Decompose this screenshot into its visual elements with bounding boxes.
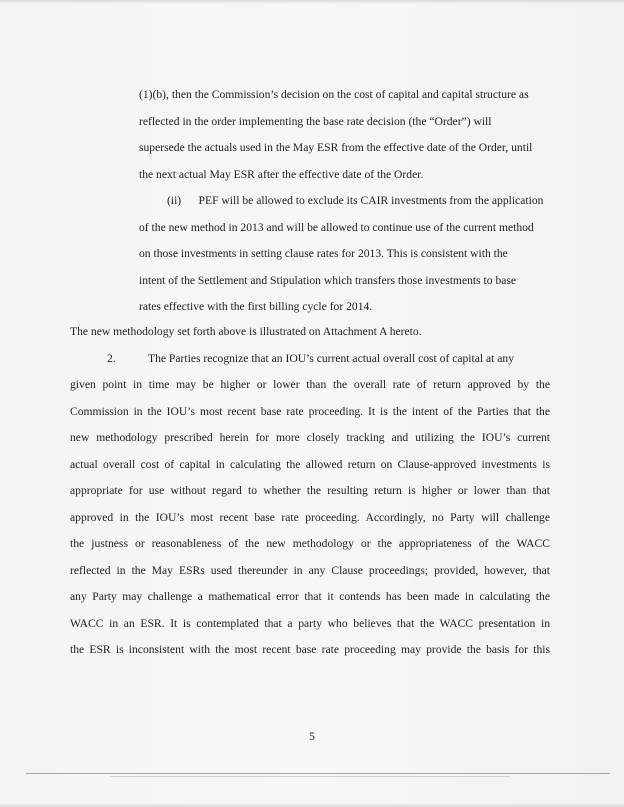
text-line: any Party may challenge a mathematical error that it contends has been made in calculating the — [70, 590, 550, 603]
text-line: reflected in the May ESRs used thereunder in any Clause proceedings; provided, however, that — [70, 563, 550, 577]
subsection-ii-first-line: (ii) PEF will be allowed to exclude its CAIR investments from the application — [167, 194, 544, 207]
text-line: actual overall cost of capital in calculating the allowed return on Clause-approved investments is — [70, 457, 550, 471]
text-line: of the new method in 2013 and will be allowed to continue use of the current method — [139, 220, 534, 234]
scan-edge-bottom — [0, 803, 624, 807]
text-line: the next actual May ESR after the effective date of the Order. — [139, 167, 424, 181]
text-line: (1)(b), then the Commission’s decision on the cost of capital and capital structure as — [139, 88, 529, 101]
text-line: Commission in the IOU’s most recent base rate proceeding. It is the intent of the Parties that the — [70, 404, 550, 418]
text-line: given point in time may be higher or lower than the overall rate of return approved by the — [70, 378, 550, 391]
paragraph-2-first-line — [70, 346, 550, 373]
scan-edge-top — [0, 0, 624, 4]
attachment-line: The new methodology set forth above is illustrated on Attachment A hereto. — [70, 325, 422, 338]
text-line: the ESR is inconsistent with the most recent base rate proceeding may provide the basis for this — [70, 643, 550, 656]
body-text — [70, 319, 550, 664]
text-line: rates effective with the first billing cycle for 2014. — [139, 300, 373, 313]
indented-subsection — [139, 82, 549, 321]
footer-rule — [26, 773, 610, 774]
text-line: on those investments in setting clause rates for 2013. This is consistent with the — [139, 247, 508, 260]
text-line: new methodology prescribed herein for more closely tracking and utilizing the IOU’s current — [70, 431, 550, 444]
text-line: The Parties recognize that an IOU’s current actual overall cost of capital at any — [148, 351, 515, 365]
text-line: WACC in an ESR. It is contemplated that a party who believes that the WACC presentation in — [70, 616, 550, 630]
page-number: 5 — [309, 730, 315, 743]
text-line: supersede the actuals used in the May ESR from the effective date of the Order, until — [139, 141, 533, 154]
text-line: the justness or reasonableness of the new methodology or the appropriateness of the WACC — [70, 537, 550, 550]
text-line: reflected in the order implementing the base rate decision (the “Order”) will — [139, 114, 492, 128]
text-line: approved in the IOU’s most recent base rate proceeding. Accordingly, no Party will challenge — [70, 510, 550, 524]
paragraph-number: 2. — [107, 351, 116, 365]
footer-rule-secondary — [110, 776, 510, 777]
text-line: intent of the Settlement and Stipulation which transfers those investments to base — [139, 273, 517, 287]
text-line: appropriate for use without regard to whether the resulting return is higher or lower than that — [70, 484, 550, 497]
